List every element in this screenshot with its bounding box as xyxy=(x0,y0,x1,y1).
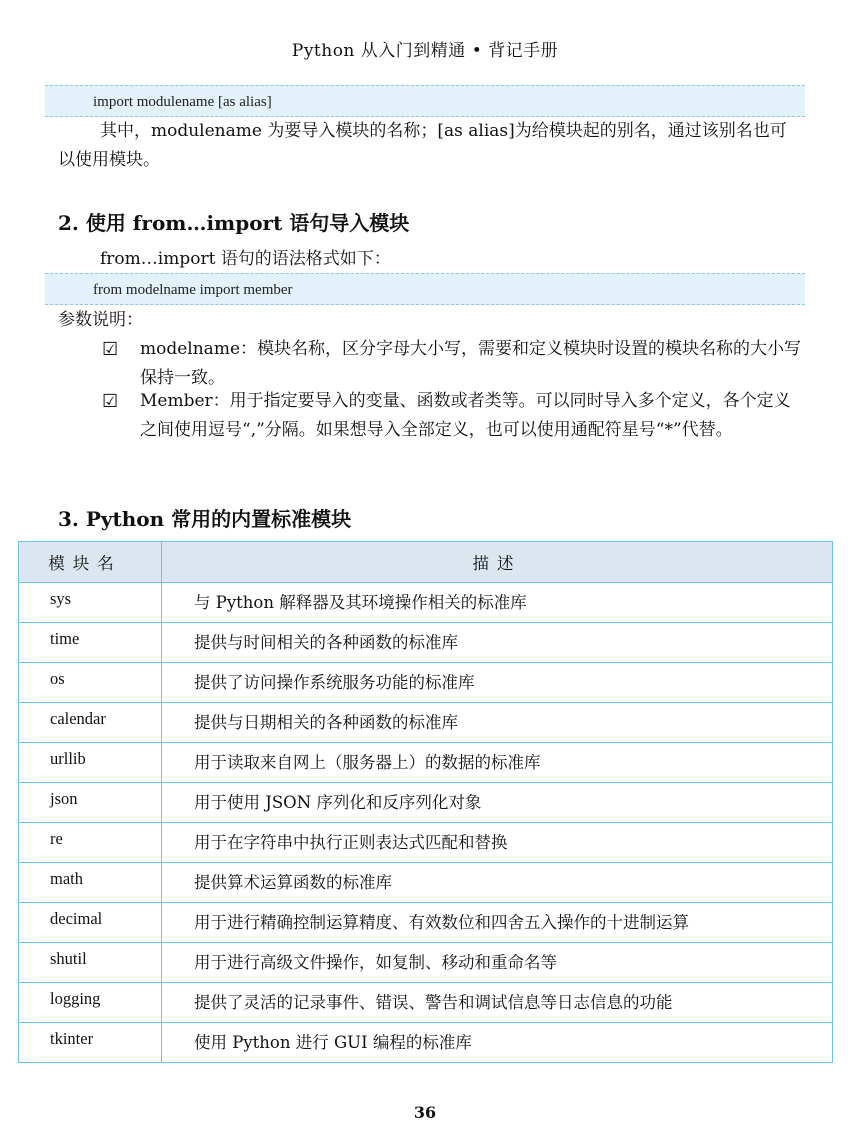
table-row xyxy=(19,943,833,983)
module-name-cell: logging xyxy=(19,983,162,1023)
column-header-description: 描述 xyxy=(162,542,833,583)
module-name-cell: decimal xyxy=(19,903,162,943)
checkbox-checked-icon: ☑ xyxy=(102,391,119,412)
table-row xyxy=(19,703,833,743)
module-name-cell: tkinter xyxy=(19,1023,162,1063)
page-number: 36 xyxy=(413,1103,437,1122)
column-header-module-name: 模块名 xyxy=(19,542,162,583)
section-heading-standard-modules: 3. Python 常用的内置标准模块 xyxy=(58,507,352,531)
module-description-cell: 用于读取来自网上（服务器上）的数据的标准库 xyxy=(162,743,833,783)
module-description-cell: 用于进行精确控制运算精度、有效数位和四舍五入操作的十进制运算 xyxy=(162,903,833,943)
table-row xyxy=(19,823,833,863)
checkbox-checked-icon: ☑ xyxy=(102,339,119,360)
bullet-text: Member：用于指定要导入的变量、函数或者类等。可以同时导入多个定义，各个定义之间使用逗号“,”分隔。如果想导入全部定义，也可以使用通配符星号“*”代替。 xyxy=(140,391,791,440)
modules-table xyxy=(18,541,833,1063)
module-description-cell: 提供了灵活的记录事件、错误、警告和调试信息等日志信息的功能 xyxy=(162,983,833,1023)
module-name-cell: json xyxy=(19,783,162,823)
code-block-from-import: from modelname import member xyxy=(45,273,805,305)
module-description-cell: 提供了访问操作系统服务功能的标准库 xyxy=(162,663,833,703)
module-description-cell: 与 Python 解释器及其环境操作相关的标准库 xyxy=(162,583,833,623)
table-row xyxy=(19,663,833,703)
module-name-cell: calendar xyxy=(19,703,162,743)
module-description-cell: 用于进行高级文件操作，如复制、移动和重命名等 xyxy=(162,943,833,983)
code-block-import: import modulename [as alias] xyxy=(45,85,805,117)
paragraph-import-explanation: 其中，modulename 为要导入模块的名称；[as alias]为给模块起的别名，通过该别名也可以使用模块。 xyxy=(58,121,787,170)
table-row xyxy=(19,743,833,783)
module-description-cell: 用于使用 JSON 序列化和反序列化对象 xyxy=(162,783,833,823)
bullet-item-modelname xyxy=(102,335,802,393)
params-label: 参数说明： xyxy=(58,310,143,330)
table-row xyxy=(19,983,833,1023)
module-name-cell: shutil xyxy=(19,943,162,983)
table-row xyxy=(19,623,833,663)
module-description-cell: 提供与日期相关的各种函数的标准库 xyxy=(162,703,833,743)
module-name-cell: urllib xyxy=(19,743,162,783)
module-description-cell: 用于在字符串中执行正则表达式匹配和替换 xyxy=(162,823,833,863)
table-row xyxy=(19,783,833,823)
table-row xyxy=(19,863,833,903)
table-row xyxy=(19,903,833,943)
section-heading-from-import: 2. 使用 from…import 语句导入模块 xyxy=(58,211,410,235)
paragraph-from-import-intro: from…import 语句的语法格式如下： xyxy=(100,249,391,269)
module-name-cell: time xyxy=(19,623,162,663)
module-description-cell: 使用 Python 进行 GUI 编程的标准库 xyxy=(162,1023,833,1063)
bullet-item-member xyxy=(102,387,802,445)
bullet-text: modelname：模块名称，区分字母大小写，需要和定义模块时设置的模块名称的大小写保持一致。 xyxy=(140,339,801,388)
module-description-cell: 提供算术运算函数的标准库 xyxy=(162,863,833,903)
module-name-cell: sys xyxy=(19,583,162,623)
module-name-cell: os xyxy=(19,663,162,703)
table-row xyxy=(19,1023,833,1063)
running-header: Python 从入门到精通 • 背记手册 xyxy=(291,41,559,61)
module-name-cell: re xyxy=(19,823,162,863)
table-row xyxy=(19,583,833,623)
table-header-row xyxy=(19,542,833,583)
module-description-cell: 提供与时间相关的各种函数的标准库 xyxy=(162,623,833,663)
module-name-cell: math xyxy=(19,863,162,903)
